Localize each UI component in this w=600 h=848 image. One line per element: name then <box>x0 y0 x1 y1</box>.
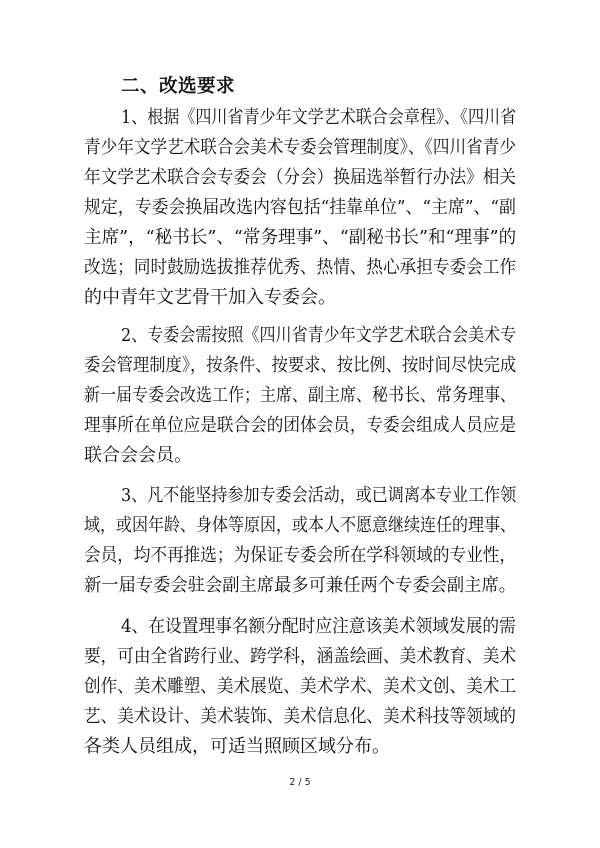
paragraph-line <box>0 103 600 133</box>
section-heading: 二、改选要求 <box>121 76 236 97</box>
line-text: 要，可由全省跨行业、跨学科，涵盖绘画、美术教育、美术 <box>84 646 516 667</box>
line-text: 改选；同时鼓励选拔推荐优秀、热情、热心承担专委会工作 <box>84 257 516 278</box>
line-text: 2、专委会需按照《四川省青少年文学艺术联合会美术专 <box>121 325 517 346</box>
line-text: 4、在设置理事名额分配时应注意该美术领域发展的需 <box>121 616 516 637</box>
line-text: 主席”，“秘书长”、“常务理事”、“副秘书长”和“理事”的 <box>84 227 517 248</box>
paragraph-line <box>0 351 600 381</box>
paragraph-line <box>0 283 600 313</box>
paragraph-line <box>0 223 600 253</box>
line-text: 联合会会员。 <box>84 445 192 466</box>
paragraph-line <box>0 193 600 223</box>
line-text: 创作、美术雕塑、美术展览、美术学术、美术文创、美术工 <box>84 676 516 697</box>
page-number: 2 / 5 <box>289 777 311 788</box>
paragraph-line <box>0 612 600 642</box>
line-text: 会员，均不再推选；为保证专委会所在学科领域的专业性， <box>84 545 516 566</box>
line-text: 理事所在单位应是联合会的团体会员，专委会组成人员应是 <box>84 415 516 436</box>
paragraph-line <box>0 411 600 441</box>
paragraph-line <box>0 321 600 351</box>
paragraph-line <box>0 541 600 571</box>
paragraph-line <box>0 571 600 601</box>
paragraph-line <box>0 702 600 732</box>
line-text: 各类人员组成，可适当照顾区域分布。 <box>84 736 390 757</box>
paragraph-line <box>0 481 600 511</box>
line-text: 青少年文学艺术联合会美术专委会管理制度》、《四川省青少 <box>84 137 516 158</box>
paragraph-line <box>0 381 600 411</box>
line-text: 艺、美术设计、美术装饰、美术信息化、美术科技等领域的 <box>84 706 516 727</box>
line-text: 规定，专委会换届改选内容包括“挂靠单位”、“主席”、“副 <box>84 197 516 218</box>
paragraph-line <box>0 732 600 762</box>
line-text: 的中青年文艺骨干加入专委会。 <box>84 287 336 308</box>
paragraph-line <box>0 642 600 672</box>
line-text: 3、凡不能坚持参加专委会活动，或已调离本专业工作领 <box>121 485 517 506</box>
paragraph-line <box>0 133 600 163</box>
paragraph-line <box>0 672 600 702</box>
line-text: 委会管理制度》，按条件、按要求、按比例、按时间尽快完成 <box>84 355 517 376</box>
line-text: 域，或因年龄、身体等原因，或本人不愿意继续连任的理事、 <box>84 515 517 536</box>
paragraph-line <box>0 441 600 471</box>
paragraph-line <box>0 511 600 541</box>
line-text: 年文学艺术联合会专委会（分会）换届选举暂行办法》相关 <box>84 167 516 188</box>
paragraph-line <box>0 163 600 193</box>
line-text: 新一届专委会改选工作；主席、副主席、秘书长、常务理事、 <box>84 385 517 406</box>
line-text: 1、根据《四川省青少年文学艺术联合会章程》、《四川省 <box>121 107 517 128</box>
line-text: 新一届专委会驻会副主席最多可兼任两个专委会副主席。 <box>84 575 516 596</box>
paragraph-line <box>0 253 600 283</box>
